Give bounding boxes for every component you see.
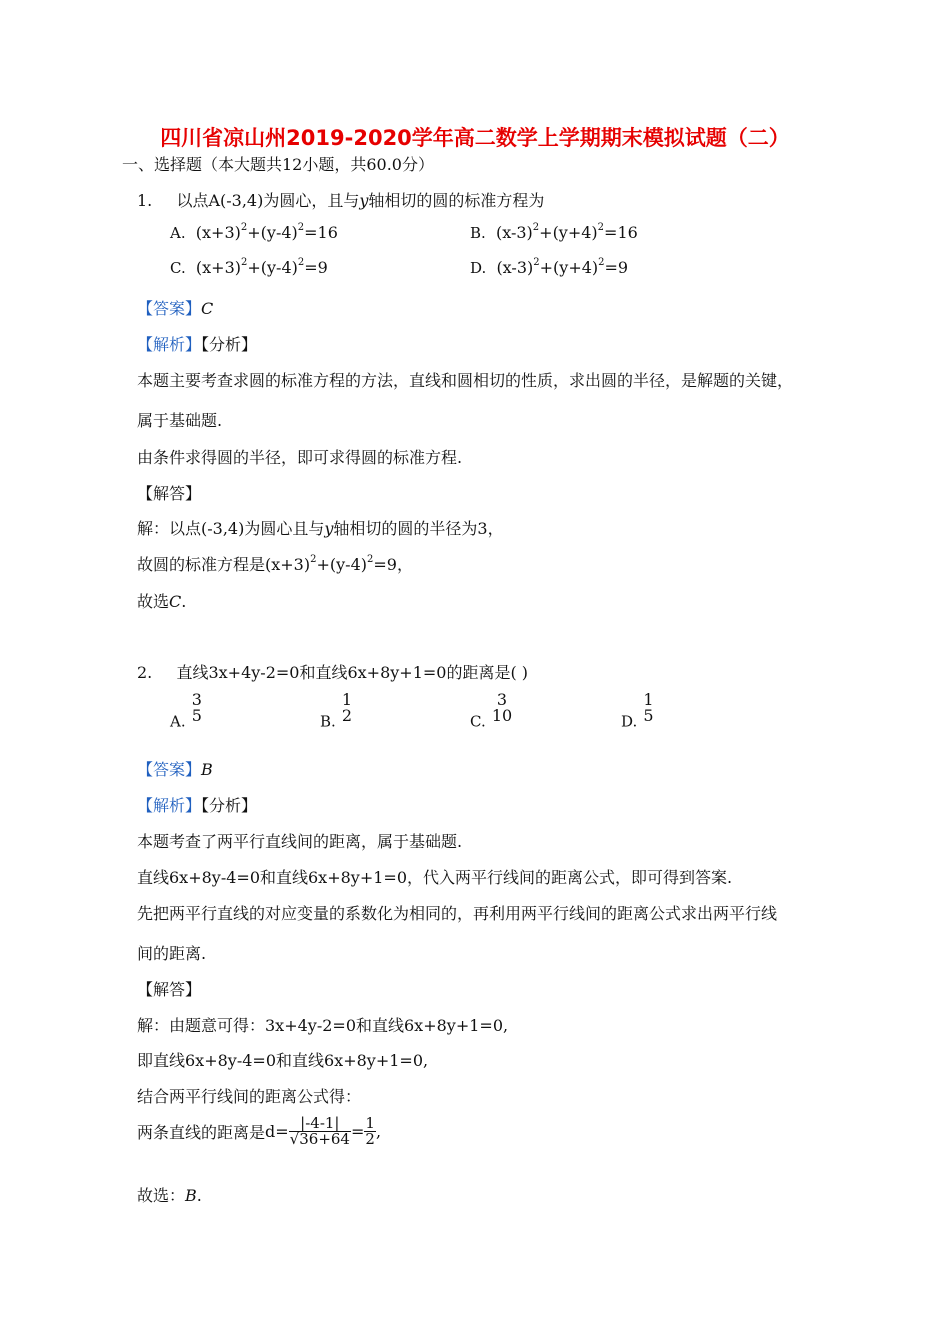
q2-jieda: 【解答】 — [137, 980, 202, 999]
q1-solution-3: 故选C. — [137, 592, 187, 611]
q2-solution-2: 即直线6x+8y-4=0和直线6x+8y+1=0, — [137, 1051, 429, 1070]
q2-solution-1: 解：由题意可得：3x+4y-2=0和直线6x+8y+1=0, — [137, 1016, 509, 1035]
q1-analysis-3: 由条件求得圆的半径，即可求得圆的标准方程. — [137, 448, 463, 467]
q1-analysis-1: 本题主要考查求圆的标准方程的方法，直线和圆相切的性质，求出圆的半径，是解题的关键， — [137, 371, 794, 390]
q2-option-c: C. 3 10 — [470, 690, 513, 731]
q1-option-d: D. $(x-3)^2+(y+4)^2=9$ — [470, 257, 629, 277]
q2-analysis-4: 间的距离. — [137, 944, 207, 963]
section-heading: 一、选择题（本大题共12小题，共60.0分） — [122, 155, 434, 174]
q1-analysis-2: 属于基础题. — [137, 411, 223, 430]
q1-solution-2: 故圆的标准方程是$(x+3)^2+(y-4)^2=9$， — [137, 554, 413, 574]
q2-analysis-3: 先把两平行直线的对应变量的系数化为相同的，再利用两平行线间的距离公式求出两平行线 — [137, 904, 778, 923]
q2-option-a: A. 3 5 — [170, 690, 202, 731]
q2-analysis-2: 直线6x+8y-4=0和直线6x+8y+1=0，代入两平行线间的距离公式，即可得到答案. — [137, 868, 733, 887]
q2-answer: 【答案】B — [137, 760, 213, 779]
q2-solution-5: 故选：B. — [137, 1186, 202, 1205]
q2-number: 2. — [137, 663, 153, 682]
q2-option-b: B. 1 2 — [320, 690, 353, 731]
q2-analysis-1: 本题考查了两平行直线间的距离，属于基础题. — [137, 832, 463, 851]
page-title: 四川省凉山州2019-2020学年高二数学上学期期末模拟试题（二） — [160, 126, 790, 150]
q1-solution-1: 解：以点(-3,4)为圆心且与y轴相切的圆的半径为3， — [137, 519, 504, 538]
q1-answer: 【答案】C — [137, 299, 214, 318]
q1-option-a: A. $(x+3)^2+(y-4)^2=16$ — [170, 222, 338, 242]
q1-jieda: 【解答】 — [137, 484, 202, 503]
q2-solution-4: 两条直线的距离是d= $\frac{|-4-1|}{√36+64}$ = $\frac{1}{2}$ , — [137, 1114, 382, 1148]
q1-option-b: B. $(x-3)^2+(y+4)^2=16$ — [470, 222, 638, 242]
q2-option-d: D. 1 5 — [621, 690, 654, 731]
q2-solution-3: 结合两平行线间的距离公式得： — [137, 1087, 362, 1106]
q1-option-c: C. $(x+3)^2+(y-4)^2=9$ — [170, 257, 328, 277]
q1-stem: 1. 以点A(-3,4)为圆心，且与y轴相切的圆的标准方程为 — [137, 191, 545, 210]
q1-number: 1. — [137, 191, 153, 210]
q2-jiexi: 【解析】【分析】 — [137, 796, 258, 815]
q2-stem: 2. 直线3x+4y-2=0和直线6x+8y+1=0的距离是( ) — [137, 663, 529, 682]
q1-jiexi: 【解析】【分析】 — [137, 335, 258, 354]
